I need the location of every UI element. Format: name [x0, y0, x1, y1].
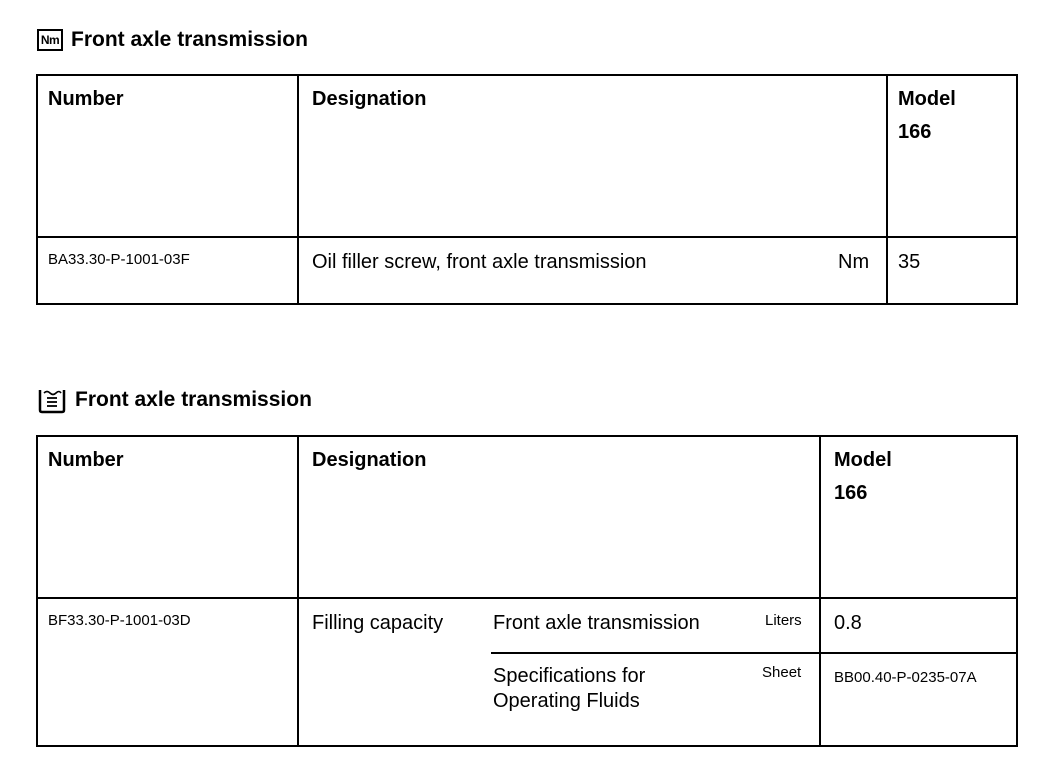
subrow-value: BB00.40-P-0235-07A	[834, 669, 977, 686]
fluid-container-icon	[37, 386, 67, 414]
header-model	[898, 83, 956, 149]
torque-table	[36, 74, 1018, 305]
row-number: BF33.30-P-1001-03D	[48, 612, 191, 629]
torque-nm-icon: Nm	[37, 29, 63, 51]
row-unit: Nm	[838, 251, 870, 273]
row-designation: Filling capacity	[312, 612, 444, 634]
capacity-table	[36, 435, 1018, 747]
subrow-unit: Liters	[765, 612, 802, 629]
section2-title-row	[37, 386, 312, 414]
header-model-label: Model	[834, 449, 892, 471]
row-value: 35	[898, 251, 921, 273]
header-model-value: 166	[834, 482, 868, 504]
subrow-label: Front axle transmission	[493, 612, 700, 634]
subrow-unit: Sheet	[762, 664, 802, 681]
subrow-value: 0.8	[834, 612, 862, 634]
header-number: Number	[48, 449, 124, 471]
header-model-value: 166	[898, 121, 932, 143]
header-model	[834, 444, 892, 510]
subrow-label: Specifications for Operating Fluids	[493, 665, 646, 712]
section1-title-row	[37, 28, 308, 52]
header-number: Number	[48, 88, 124, 110]
header-designation: Designation	[312, 449, 427, 471]
header-model-label: Model	[898, 88, 956, 110]
section1-title: Front axle transmission	[71, 28, 308, 51]
row-designation: Oil filler screw, front axle transmission	[312, 251, 647, 273]
section2-title: Front axle transmission	[75, 388, 312, 411]
row-number: BA33.30-P-1001-03F	[48, 251, 190, 268]
header-designation: Designation	[312, 88, 427, 110]
